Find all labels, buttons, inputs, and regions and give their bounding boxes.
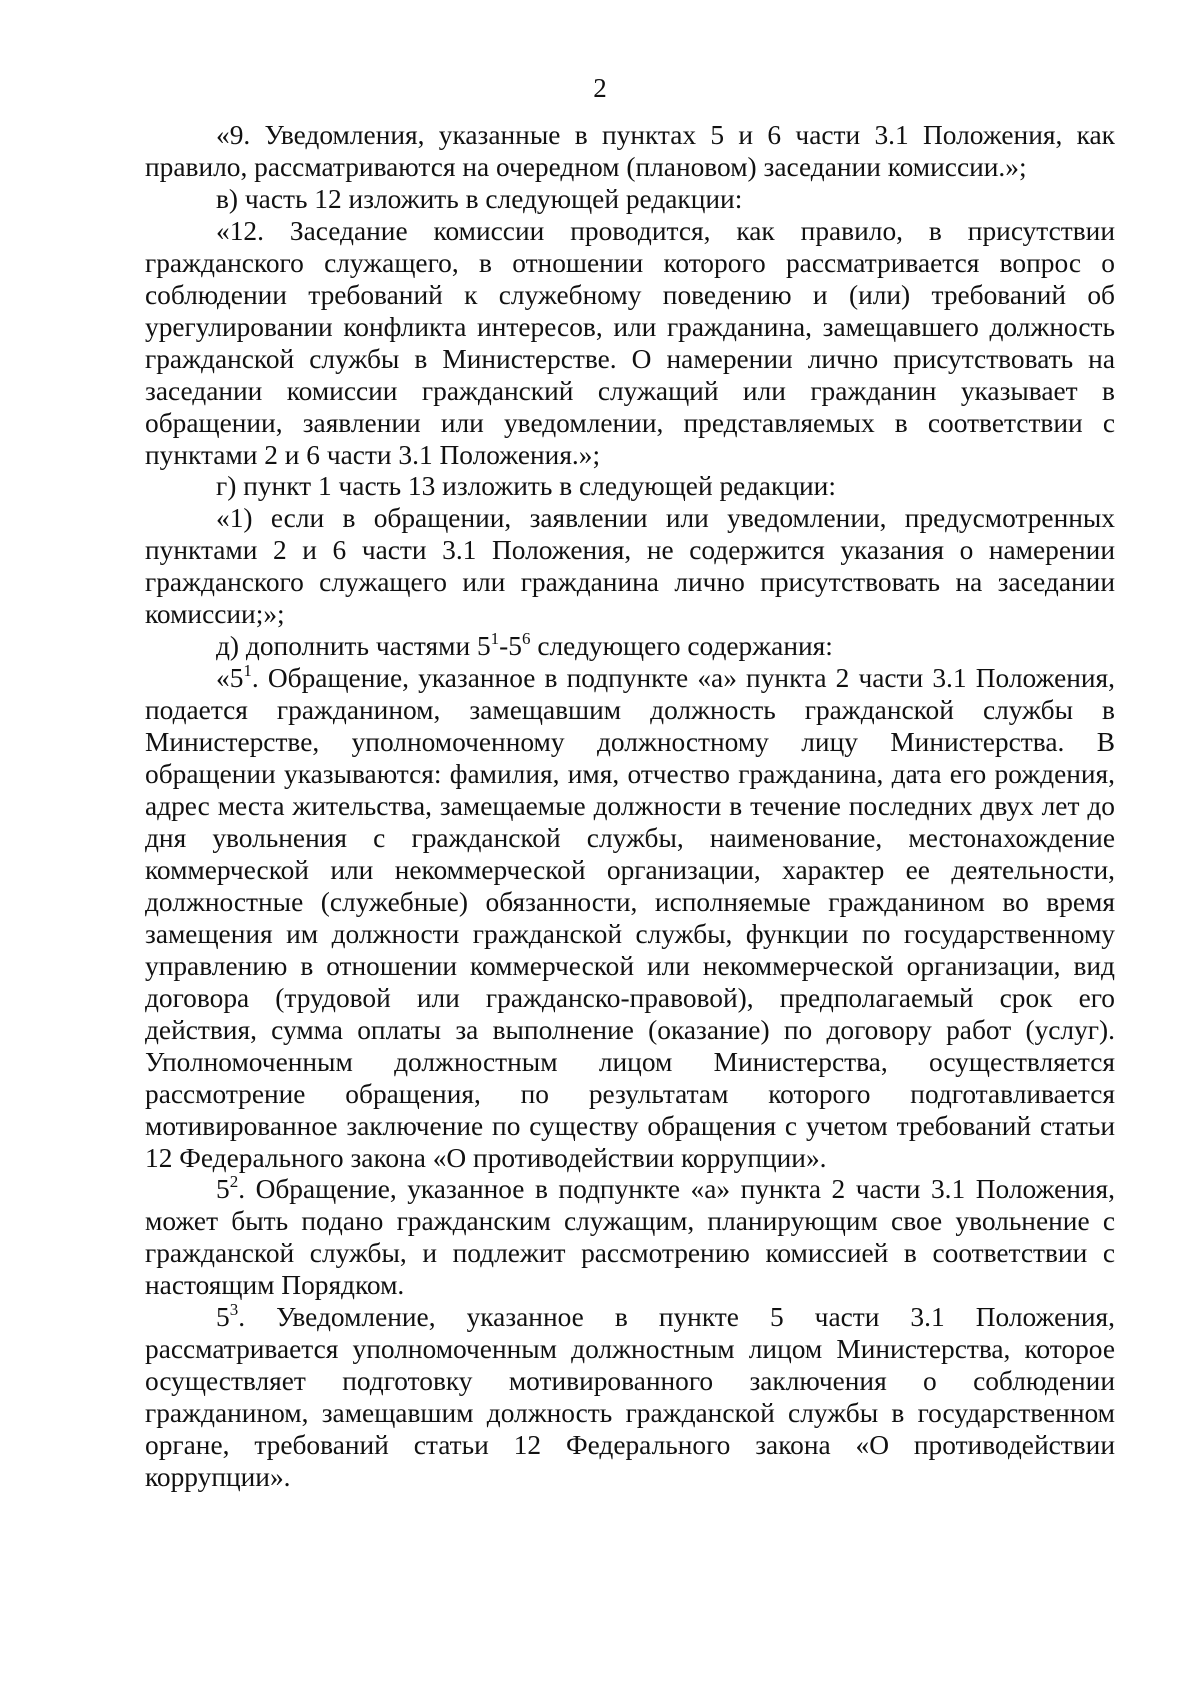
paragraph-clause-12: «12. Заседание комиссии проводится, как правило, в присутствии гражданского служащего, в отношении которого рассматривается вопрос о соблюдении требований к служебному поведению и (или) требований об урегулировании конфликта интересов, или гражданина, замещавшего должность гражданской службы в Министерстве. О намерении лично присутствовать на заседании комиссии гражданский служащий или гражданин указывает в обращении, заявлении или уведомлении, представляемых в соответствии с пунктами 2 и 6 части 3.1 Положения.»; <box>145 215 1115 470</box>
text-segment: . Уведомление, указанное в пункте 5 части 3.1 Положения, рассматривается уполномоченным должностным лицом Министерства, которое осуществляет подготовку мотивированного заключения о соблюдении гражданином, замещавшим должность гражданской службы в государственном органе, требований статьи 12 Федерального закона «О противодействии коррупции». <box>145 1302 1115 1493</box>
document-body <box>145 120 1115 1494</box>
paragraph-item-v: в) часть 12 изложить в следующей редакции: <box>216 183 743 214</box>
text-segment: следующего содержания: <box>530 631 833 662</box>
paragraph-subclause-1: «1) если в обращении, заявлении или уведомлении, предусмотренных пунктами 2 и 6 части 3.1 Положения, не содержится указания о намерении гражданского служащего или гражданина лично присутствовать на заседании комиссии;»; <box>145 503 1115 630</box>
text-segment: . Обращение, указанное в подпункте «а» пункта 2 части 3.1 Положения, подается гражданином, замещавшим должность гражданской службы в Министерстве, уполномоченному должностному лицу Министерства. В обращении указываются: фамилия, имя, отчество гражданина, дата его рождения, адрес места жительства, замещаемые должности в течение последних двух лет до дня увольнения с гражданской службы, наименование, местонахождение коммерческой или некоммерческой организации, характер ее деятельности, должностные (служебные) обязанности, исполняемые гражданином во время замещения им должности гражданской службы, функции по государственному управлению в отношении коммерческой или некоммерческой организации, вид договора (трудовой или гражданско-правовой), предполагаемый срок его действия, сумма оплаты за выполнение (оказание) по договору работ (услуг). Уполномоченным должностным лицом Министерства, осуществляется рассмотрение обращения, по результатам которого подготавливается мотивированное заключение по существу обращения с учетом требований статьи 12 Федерального закона «О противодействии коррупции». <box>145 663 1115 1173</box>
text-segment: 5 <box>216 1174 230 1205</box>
superscript: 6 <box>521 629 531 649</box>
superscript: 1 <box>243 661 252 681</box>
paragraph-part-5-3 <box>145 1302 1115 1494</box>
paragraph-item-d <box>145 631 1115 663</box>
text-segment: д) дополнить частями 5 <box>216 631 491 662</box>
text-segment: -5 <box>499 631 522 662</box>
superscript: 2 <box>229 1172 239 1192</box>
text-segment: . Обращение, указанное в подпункте «а» пункта 2 части 3.1 Положения, может быть подано гражданским служащим, планирующим свое увольнение с гражданской службы, и подлежит рассмотрению комиссией в соответствии с настоящим Порядком. <box>145 1174 1115 1301</box>
superscript: 3 <box>229 1300 239 1320</box>
page-number: 2 <box>593 73 607 103</box>
paragraph-part-5-1 <box>145 663 1115 1174</box>
paragraph-part-5-2 <box>145 1174 1115 1302</box>
superscript: 1 <box>490 629 500 649</box>
paragraph-clause-9: «9. Уведомления, указанные в пунктах 5 и 6 части 3.1 Положения, как правило, рассматриваются на очередном (плановом) заседании комиссии.»; <box>145 120 1115 182</box>
paragraph-item-g: г) пункт 1 часть 13 изложить в следующей редакции: <box>216 471 836 502</box>
text-segment: 5 <box>216 1302 230 1333</box>
text-segment: «5 <box>216 663 244 694</box>
